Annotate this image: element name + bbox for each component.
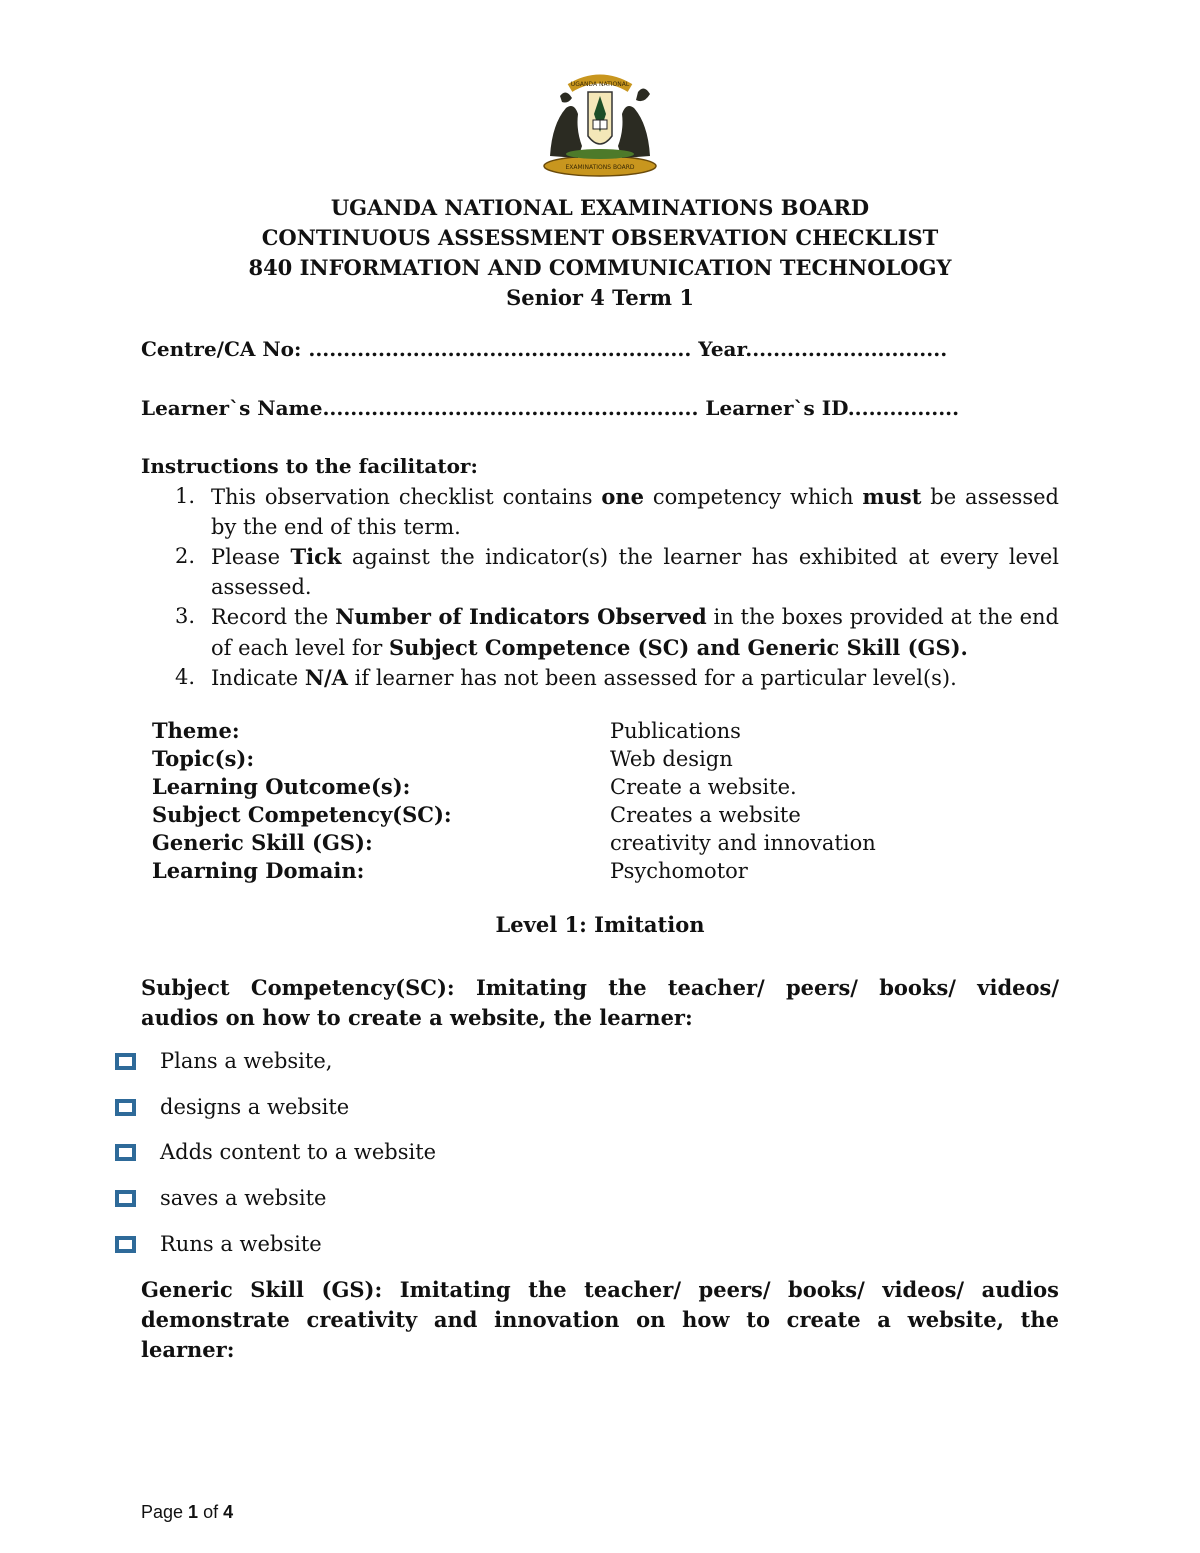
instruction-item: 1. This observation checklist contains one competency which must be assessed by the end of this term. xyxy=(175,484,1059,539)
competency-details xyxy=(152,717,876,885)
indicator-checkbox[interactable] xyxy=(115,1137,436,1167)
indicator-label: Adds content to a website xyxy=(160,1140,437,1164)
indicator-checkbox[interactable] xyxy=(115,1183,326,1213)
meta-row: Learning Outcome(s): Create a website. xyxy=(152,774,797,799)
checkbox-icon[interactable] xyxy=(115,1099,136,1116)
uneb-logo-icon xyxy=(538,74,662,178)
indicator-checkbox[interactable] xyxy=(115,1046,332,1076)
logo-ring-text-bottom: EXAMINATIONS BOARD xyxy=(565,164,635,171)
indicator-label: Plans a website, xyxy=(160,1049,333,1073)
logo-ring-text-top: UGANDA NATIONAL xyxy=(570,81,630,88)
centre-field[interactable] xyxy=(141,337,947,361)
centre-fill: ....................................................... xyxy=(308,337,692,361)
class-term: Senior 4 Term 1 xyxy=(506,285,694,310)
learner-field[interactable] xyxy=(141,396,959,420)
indicator-checkbox[interactable] xyxy=(115,1229,322,1259)
checkbox-icon[interactable] xyxy=(115,1053,136,1070)
instruction-item: 3. Record the Number of Indicators Observed in the boxes provided at the end of each level for Subject Competence (SC) and Generic Skill (GS). xyxy=(175,604,1059,660)
meta-row: Theme: Publications xyxy=(152,718,741,743)
indicator-checkbox[interactable] xyxy=(115,1092,349,1122)
subject-title: 840 INFORMATION AND COMMUNICATION TECHNOLOGY xyxy=(248,255,952,280)
instruction-item: 4. Indicate N/A if learner has not been assessed for a particular level(s). xyxy=(175,665,957,690)
checkbox-icon[interactable] xyxy=(115,1190,136,1207)
instruction-item: 2. Please Tick against the indicator(s) the learner has exhibited at every level assessed. xyxy=(175,544,1059,599)
subject-competency-text: Subject Competency(SC): Imitating the teacher/ peers/ books/ videos/ audios on how to create a website, the learner: xyxy=(141,975,1059,1030)
learner-name-fill: ...................................................... xyxy=(322,396,699,420)
document-title: CONTINUOUS ASSESSMENT OBSERVATION CHECKLIST xyxy=(261,225,939,250)
meta-row: Generic Skill (GS): creativity and innovation xyxy=(152,830,876,855)
checkbox-icon[interactable] xyxy=(115,1236,136,1253)
centre-label: Centre/CA No: xyxy=(141,337,302,361)
meta-row: Topic(s): Web design xyxy=(152,746,733,771)
year-fill: ............................. xyxy=(745,337,948,361)
page-number: Page 1 of 4 xyxy=(141,1502,234,1522)
checkbox-icon[interactable] xyxy=(115,1144,136,1161)
meta-row: Subject Competency(SC): Creates a website xyxy=(152,802,801,827)
generic-skill-text: Generic Skill (GS): Imitating the teacher/ peers/ books/ videos/ audios demonstrate creativity and innovation on how to create a website, the learner: xyxy=(141,1277,1059,1362)
board-title: UGANDA NATIONAL EXAMINATIONS BOARD xyxy=(330,195,870,220)
meta-row: Learning Domain: Psychomotor xyxy=(152,858,748,883)
instructions-list xyxy=(141,482,1059,694)
year-label: Year xyxy=(698,337,746,361)
indicator-label: Runs a website xyxy=(160,1232,322,1256)
learner-id-fill: ................ xyxy=(847,396,960,420)
level-title: Level 1: Imitation xyxy=(495,912,705,937)
indicator-label: designs a website xyxy=(160,1095,350,1119)
indicator-label: saves a website xyxy=(160,1186,327,1210)
learner-id-label: Learner`s ID xyxy=(705,396,848,420)
learner-name-label: Learner`s Name xyxy=(141,396,323,420)
instructions-title: Instructions to the facilitator: xyxy=(141,454,478,478)
